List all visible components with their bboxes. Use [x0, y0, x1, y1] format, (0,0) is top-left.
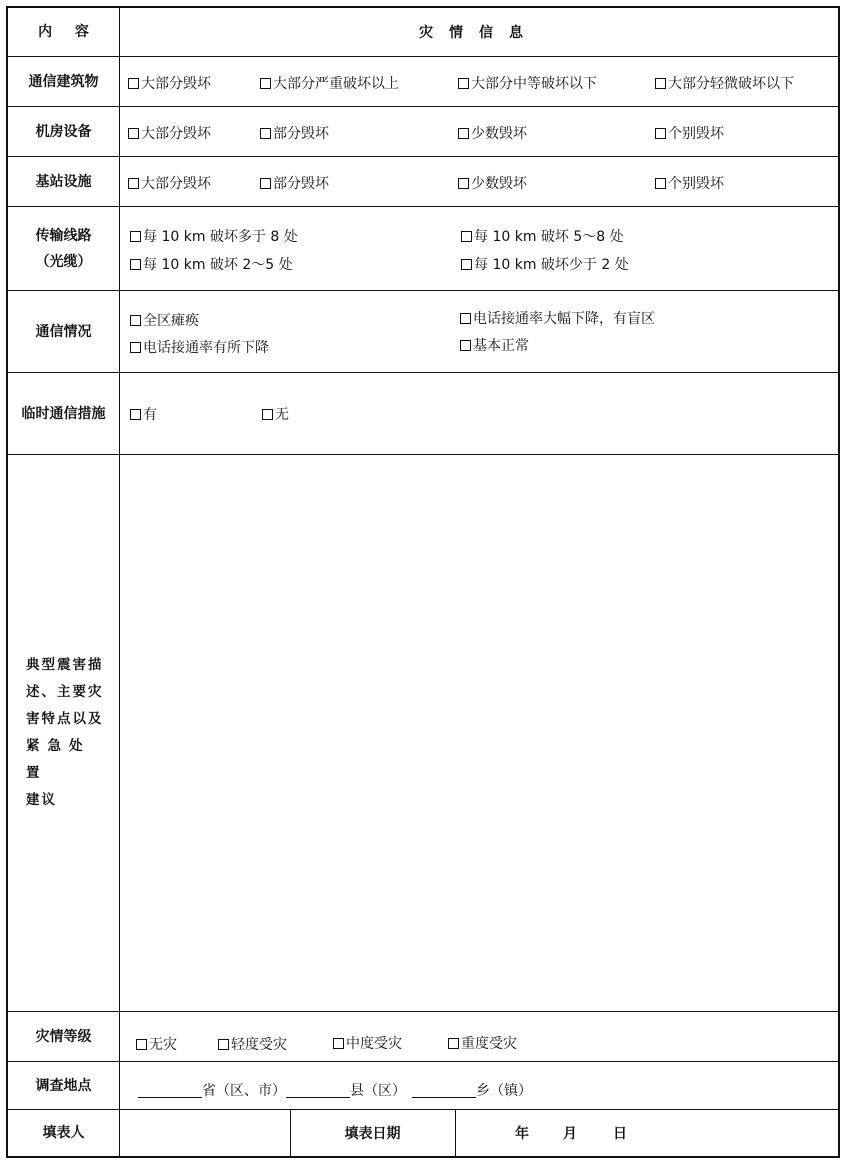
option-text: 重度受灾	[461, 1036, 517, 1052]
option-comm-1[interactable]	[130, 310, 199, 330]
option-machine-4[interactable]	[655, 123, 724, 143]
row-filler	[8, 1110, 838, 1156]
option-level-1[interactable]	[136, 1034, 177, 1054]
option-text: 大部分毁坏	[141, 126, 211, 142]
option-base-3[interactable]	[458, 173, 527, 193]
row-temp-measures-label: 临时通信措施	[8, 373, 120, 454]
option-text: 少数毁坏	[471, 126, 527, 142]
option-text: 无	[275, 407, 289, 423]
checkbox-icon[interactable]	[260, 178, 271, 189]
county-blank[interactable]	[286, 1083, 350, 1098]
option-text: 部分毁坏	[273, 126, 329, 142]
row-machine-room-label: 机房设备	[8, 107, 120, 156]
township-blank[interactable]	[412, 1083, 476, 1098]
option-text: 每 10 km 破坏少于 2 处	[474, 257, 629, 273]
checkbox-icon[interactable]	[461, 231, 472, 242]
header-row	[8, 8, 838, 57]
checkbox-icon[interactable]	[333, 1038, 344, 1049]
checkbox-icon[interactable]	[130, 409, 141, 420]
option-text: 基本正常	[473, 338, 529, 354]
option-text: 大部分轻微破坏以下	[668, 76, 794, 92]
option-text: 电话接通率有所下降	[143, 340, 269, 356]
description-text-area[interactable]	[120, 455, 838, 1011]
header-content-label	[8, 8, 120, 56]
description-label-line: 紧急处置	[26, 738, 91, 781]
fill-date-field[interactable]	[455, 1110, 838, 1156]
checkbox-icon[interactable]	[458, 78, 469, 89]
option-comm-2[interactable]	[460, 308, 655, 328]
disaster-survey-form	[6, 6, 840, 1158]
checkbox-icon[interactable]	[460, 340, 471, 351]
checkbox-icon[interactable]	[448, 1038, 459, 1049]
row-base-station	[8, 157, 838, 207]
option-text: 电话接通率大幅下降，有盲区	[473, 311, 655, 327]
option-base-4[interactable]	[655, 173, 724, 193]
checkbox-icon[interactable]	[655, 178, 666, 189]
row-description	[8, 455, 838, 1012]
option-text: 大部分毁坏	[141, 76, 211, 92]
option-level-3[interactable]	[333, 1033, 402, 1053]
checkbox-icon[interactable]	[260, 128, 271, 139]
option-building-1[interactable]	[128, 73, 211, 93]
checkbox-icon[interactable]	[128, 128, 139, 139]
checkbox-icon[interactable]	[458, 128, 469, 139]
row-machine-room	[8, 107, 838, 157]
option-level-2[interactable]	[218, 1034, 287, 1054]
option-text: 少数毁坏	[471, 176, 527, 192]
option-text: 中度受灾	[346, 1036, 402, 1052]
checkbox-icon[interactable]	[655, 78, 666, 89]
option-transmission-1[interactable]	[130, 226, 298, 246]
row-description-label	[8, 455, 120, 1011]
option-text: 无灾	[149, 1037, 177, 1053]
row-comm-status-label: 通信情况	[8, 291, 120, 372]
option-transmission-4[interactable]	[461, 254, 629, 274]
option-text: 个别毁坏	[668, 126, 724, 142]
transmission-label-line2: （光缆）	[35, 253, 92, 270]
option-text: 每 10 km 破坏 5～8 处	[474, 229, 624, 245]
header-disaster-info: 灾情信息	[419, 25, 539, 41]
checkbox-icon[interactable]	[458, 178, 469, 189]
row-base-station-label: 基站设施	[8, 157, 120, 206]
row-location-label: 调查地点	[8, 1062, 120, 1109]
option-transmission-2[interactable]	[461, 226, 624, 246]
province-blank[interactable]	[138, 1083, 202, 1098]
description-label-line: 述、主要灾	[26, 684, 104, 700]
option-temp-no[interactable]	[262, 404, 289, 424]
township-label: 乡（镇）	[476, 1083, 532, 1099]
transmission-label-line1: 传输线路	[35, 227, 92, 244]
location-line	[138, 1080, 532, 1100]
checkbox-icon[interactable]	[262, 409, 273, 420]
day-label: 日	[613, 1126, 627, 1142]
row-transmission	[8, 207, 838, 291]
option-text: 个别毁坏	[668, 176, 724, 192]
row-location	[8, 1062, 838, 1110]
option-text: 每 10 km 破坏 2～5 处	[143, 257, 293, 273]
year-label: 年	[515, 1126, 529, 1142]
checkbox-icon[interactable]	[130, 342, 141, 353]
option-transmission-3[interactable]	[130, 254, 293, 274]
row-comm-status	[8, 291, 838, 373]
checkbox-icon[interactable]	[130, 231, 141, 242]
option-base-2[interactable]	[260, 173, 329, 193]
checkbox-icon[interactable]	[461, 259, 472, 270]
county-label: 县（区）	[350, 1083, 406, 1099]
option-building-2[interactable]	[260, 73, 399, 93]
checkbox-icon[interactable]	[128, 78, 139, 89]
option-machine-2[interactable]	[260, 123, 329, 143]
option-comm-3[interactable]	[130, 337, 269, 357]
checkbox-icon[interactable]	[136, 1039, 147, 1050]
row-transmission-label	[8, 207, 120, 290]
checkbox-icon[interactable]	[460, 313, 471, 324]
checkbox-icon[interactable]	[260, 78, 271, 89]
checkbox-icon[interactable]	[655, 128, 666, 139]
row-building	[8, 57, 838, 107]
option-text: 大部分中等破坏以下	[471, 76, 597, 92]
header-col1-text: 内 容	[38, 24, 89, 40]
row-temp-measures	[8, 373, 838, 455]
province-label: 省（区、市）	[202, 1083, 286, 1099]
option-text: 轻度受灾	[231, 1037, 287, 1053]
checkbox-icon[interactable]	[130, 259, 141, 270]
checkbox-icon[interactable]	[128, 178, 139, 189]
row-level	[8, 1012, 838, 1062]
option-temp-yes[interactable]	[130, 404, 157, 424]
month-label: 月	[563, 1126, 577, 1142]
option-text: 大部分严重破坏以上	[273, 76, 399, 92]
option-text: 大部分毁坏	[141, 176, 211, 192]
row-filler-label: 填表人	[8, 1110, 120, 1156]
option-building-3[interactable]	[458, 73, 597, 93]
row-level-label: 灾情等级	[8, 1012, 120, 1061]
option-base-1[interactable]	[128, 173, 211, 193]
fill-date-label: 填表日期	[344, 1126, 401, 1142]
option-text: 每 10 km 破坏多于 8 处	[143, 229, 298, 245]
row-building-label: 通信建筑物	[8, 57, 120, 106]
description-label-line: 害特点以及	[26, 711, 104, 727]
option-comm-4[interactable]	[460, 335, 529, 355]
option-text: 全区瘫痪	[143, 313, 199, 329]
option-text: 部分毁坏	[273, 176, 329, 192]
checkbox-icon[interactable]	[218, 1039, 229, 1050]
checkbox-icon[interactable]	[130, 315, 141, 326]
description-label-line: 建议	[26, 792, 57, 808]
option-machine-1[interactable]	[128, 123, 211, 143]
option-building-4[interactable]	[655, 73, 794, 93]
option-machine-3[interactable]	[458, 123, 527, 143]
filler-name-field[interactable]	[120, 1110, 290, 1156]
option-level-4[interactable]	[448, 1033, 517, 1053]
option-text: 有	[143, 407, 157, 423]
description-label-line: 典型震害描	[26, 657, 104, 673]
